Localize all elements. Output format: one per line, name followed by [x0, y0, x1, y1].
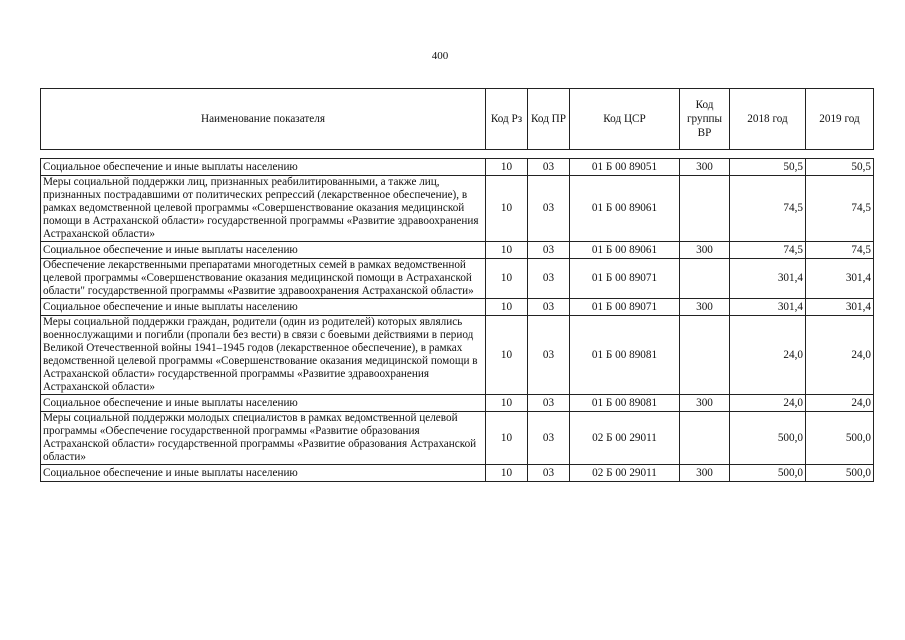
- row-rz: 10: [486, 412, 528, 465]
- row-2018: 24,0: [730, 316, 806, 395]
- header-name: Наименование показателя: [41, 89, 486, 150]
- row-rz: 10: [486, 395, 528, 412]
- row-pr: 03: [528, 242, 570, 259]
- row-2019: 500,0: [806, 465, 874, 482]
- row-name: Социальное обеспечение и иные выплаты населению: [41, 299, 486, 316]
- table-row: [41, 259, 874, 299]
- row-2019: 74,5: [806, 242, 874, 259]
- row-pr: 03: [528, 395, 570, 412]
- row-2019: 500,0: [806, 412, 874, 465]
- row-2018: 301,4: [730, 299, 806, 316]
- page-number: 400: [431, 50, 449, 62]
- row-csr: 02 Б 00 29011: [570, 465, 680, 482]
- row-vr: [680, 259, 730, 299]
- header-csr: Код ЦСР: [570, 89, 680, 150]
- table-row: [41, 176, 874, 242]
- row-2018: 74,5: [730, 242, 806, 259]
- row-csr: 01 Б 00 89051: [570, 159, 680, 176]
- table-row: [41, 412, 874, 465]
- table-row: [41, 299, 874, 316]
- row-pr: 03: [528, 316, 570, 395]
- row-pr: 03: [528, 299, 570, 316]
- table-row: [41, 316, 874, 395]
- table-row: [41, 159, 874, 176]
- row-2018: 24,0: [730, 395, 806, 412]
- header-rz: Код Рз: [486, 89, 528, 150]
- table-row: [41, 395, 874, 412]
- row-rz: 10: [486, 176, 528, 242]
- row-vr: 300: [680, 465, 730, 482]
- row-rz: 10: [486, 316, 528, 395]
- header-2018: 2018 год: [730, 89, 806, 150]
- header-row: [41, 89, 874, 150]
- row-rz: 10: [486, 159, 528, 176]
- row-csr: 01 Б 00 89061: [570, 176, 680, 242]
- row-2018: 301,4: [730, 259, 806, 299]
- row-vr: [680, 412, 730, 465]
- row-pr: 03: [528, 176, 570, 242]
- row-pr: 03: [528, 465, 570, 482]
- row-name: Социальное обеспечение и иные выплаты населению: [41, 395, 486, 412]
- row-pr: 03: [528, 159, 570, 176]
- row-2019: 74,5: [806, 176, 874, 242]
- table-row: [41, 242, 874, 259]
- row-vr: [680, 176, 730, 242]
- row-csr: 01 Б 00 89081: [570, 395, 680, 412]
- row-2019: 50,5: [806, 159, 874, 176]
- row-rz: 10: [486, 299, 528, 316]
- header-pr: Код ПР: [528, 89, 570, 150]
- row-vr: 300: [680, 299, 730, 316]
- row-2018: 50,5: [730, 159, 806, 176]
- row-pr: 03: [528, 259, 570, 299]
- row-2019: 301,4: [806, 299, 874, 316]
- table-row: [41, 465, 874, 482]
- row-2018: 500,0: [730, 465, 806, 482]
- row-2018: 500,0: [730, 412, 806, 465]
- row-vr: 300: [680, 159, 730, 176]
- row-name: Социальное обеспечение и иные выплаты населению: [41, 465, 486, 482]
- row-name: Социальное обеспечение и иные выплаты населению: [41, 242, 486, 259]
- row-csr: 02 Б 00 29011: [570, 412, 680, 465]
- row-name: Меры социальной поддержки граждан, родители (один из родителей) которых являлись военнослужащими и погибли (пропали без вести) в связи с боевыми действиями в период Великой Отечественной войны 1941–1945 годов (лекарственное обеспечение), в рамках ведомственной целевой программы «Совершенствование оказания медицинской помощи в Астраханской области» государственной программы «Развитие здравоохранения Астраханской области»: [41, 316, 486, 395]
- row-name: Обеспечение лекарственными препаратами многодетных семей в рамках ведомственной целевой программы «Совершенствование оказания медицинской помощи в Астраханской области" государственной программы «Развитие здравоохранения Астраханской области»: [41, 259, 486, 299]
- row-2019: 24,0: [806, 395, 874, 412]
- row-vr: 300: [680, 242, 730, 259]
- row-pr: 03: [528, 412, 570, 465]
- row-2019: 301,4: [806, 259, 874, 299]
- row-rz: 10: [486, 242, 528, 259]
- header-2019: 2019 год: [806, 89, 874, 150]
- row-name: Социальное обеспечение и иные выплаты населению: [41, 159, 486, 176]
- row-csr: 01 Б 00 89081: [570, 316, 680, 395]
- row-2018: 74,5: [730, 176, 806, 242]
- row-rz: 10: [486, 259, 528, 299]
- row-csr: 01 Б 00 89061: [570, 242, 680, 259]
- budget-table: [40, 88, 874, 482]
- row-name: Меры социальной поддержки лиц, признанных реабилитированными, а также лиц, признанных пострадавшими от политических репрессий (лекарственное обеспечение), в рамках ведомственной целевой программы «Совершенствование оказания медицинской помощи в Астраханской области» государственной программы «Развитие здравоохранения Астраханской области»: [41, 176, 486, 242]
- row-csr: 01 Б 00 89071: [570, 299, 680, 316]
- row-name: Меры социальной поддержки молодых специалистов в рамках ведомственной целевой программы «Обеспечение государственной программы «Развитие образования Астраханской области» государственной программы «Развитие образования Астраханской области»: [41, 412, 486, 465]
- row-csr: 01 Б 00 89071: [570, 259, 680, 299]
- row-vr: 300: [680, 395, 730, 412]
- row-rz: 10: [486, 465, 528, 482]
- header-vr: Код группы ВР: [680, 89, 730, 150]
- row-vr: [680, 316, 730, 395]
- row-2019: 24,0: [806, 316, 874, 395]
